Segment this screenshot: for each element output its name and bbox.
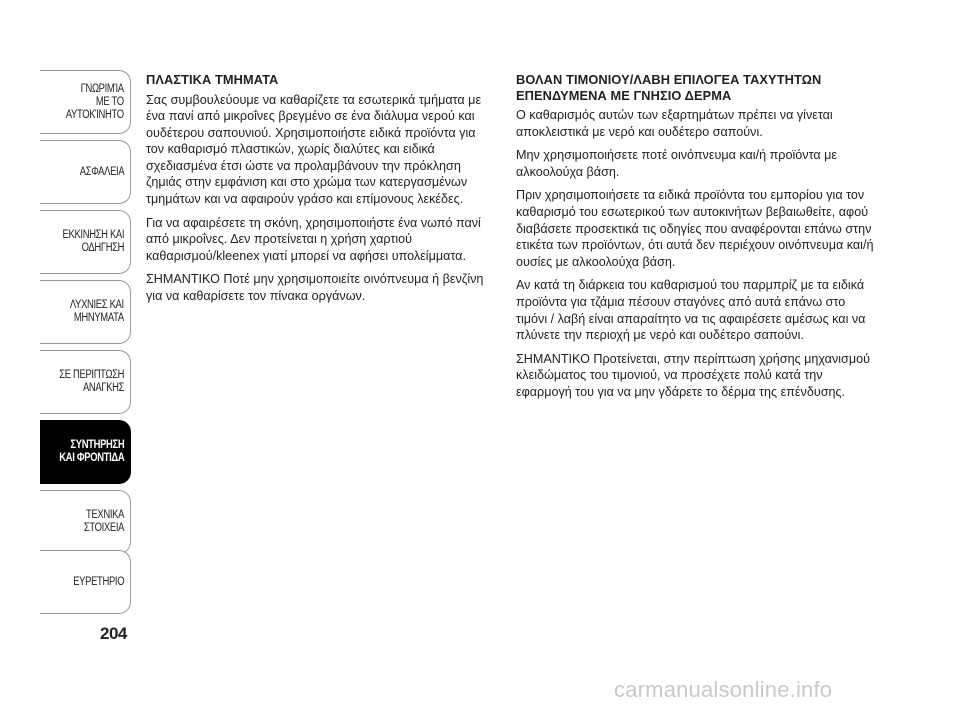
paragraph: Για να αφαιρέσετε τη σκόνη, χρησιμοποιήστε ένα νωπό πανί από μικροΐνες. Δεν προτείνεται η χρήση χαρτιού καθαρισμού/kleenex γιατί μπορεί να αφήσει υπολείμματα. — [146, 215, 481, 263]
tab-label: ΣΕ ΠΕΡΙΠΤΩΣΗ ΑΝΑΓΚΗΣ — [59, 369, 124, 394]
page-number: 204 — [100, 624, 127, 643]
tab-label: ΕΥΡΕΤΗΡΙΟ — [72, 575, 124, 588]
tab-label: ΣΥΝΤΗΡΗΣΗ ΚΑΙ ΦΡΟΝΤΙΔΑ — [58, 439, 124, 464]
tab-emergency[interactable] — [40, 350, 131, 414]
watermark: carmanualsonline.info — [614, 677, 833, 702]
tab-label: ΛΥΧΝΙΕΣ ΚΑΙ ΜΗΝΥΜΑΤΑ — [70, 299, 124, 324]
section-heading: ΒΟΛΑΝ ΤΙΜΟΝΙΟΥ/ΛΑΒΗ ΕΠΙΛΟΓΕΑ ΤΑΧΥΤΗΤΩΝ ΕΠΕΝΔΥΜΕΝΑ ΜΕ ΓΝΗΣΙΟ ΔΕΡΜΑ — [516, 72, 822, 103]
tab-technical-data[interactable] — [40, 490, 131, 554]
tab-safety[interactable] — [40, 140, 131, 204]
tab-warning-lights[interactable] — [40, 280, 131, 344]
paragraph: Μην χρησιμοποιήσετε ποτέ οινόπνευμα και/ή προϊόντα με αλκοολούχα βάση. — [516, 148, 838, 179]
plastic-parts-section — [146, 72, 496, 312]
tab-label: ΕΚΚΙΝΗΣΗ ΚΑΙ ΟΔΗΓΗΣΗ — [62, 229, 124, 254]
section-heading: ΠΛΑΣΤΙΚΑ ΤΜΗΜΑΤΑ — [146, 72, 279, 87]
paragraph: Αν κατά τη διάρκεια του καθαρισμού του παρμπρίζ με τα ειδικά προϊόντα για τζάμια πέσουν σταγόνες από αυτά επάνω στο τιμόνι / λαβή είναι απαραίτητο να τις αφαιρέσετε αμέσως και να πλύνετε την περιοχή με νερό και ουδέτερο σαπούνι. — [516, 278, 866, 343]
tab-getting-to-know[interactable] — [40, 70, 131, 134]
paragraph: Σας συμβουλεύουμε να καθαρίζετε τα εσωτερικά τμήματα με ένα πανί από μικροΐνες βρεγμένο σε ένα διάλυμα νερού και ουδέτερου σαπουνιού. Χρησιμοποιήστε ειδικά προϊόντα για τον καθαρισμό πλαστικών, χωρίς διαλύτες και ειδικά σχεδιασμένα έτσι ώστε να προλαμβάνουν την πρόκληση ζημιάς στην εμφάνιση και στο χρώμα των κατεργασμένων τμημάτων και να αφαιρούν γράσο και επίμονους λεκέδες. — [146, 92, 482, 207]
paragraph: ΣΗΜΑΝΤΙΚΟ Προτείνεται, στην περίπτωση χρήσης μηχανισμού κλειδώματος του τιμονιού, να προσέχετε πολύ κατά την εφαρμογή του για να μην γδάρετε το δέρμα της επένδυσης. — [516, 351, 870, 399]
paragraph: ΣΗΜΑΝΤΙΚΟ Ποτέ μην χρησιμοποιείτε οινόπνευμα ή βενζίνη για να καθαρίσετε τον πίνακα οργάνων. — [146, 272, 484, 304]
tab-index[interactable] — [40, 550, 131, 614]
paragraph: Πριν χρησιμοποιήσετε τα ειδικά προϊόντα του εμπορίου για τον καθαρισμό του εσωτερικού των αυτοκινήτων βεβαιωθείτε, αφού διαβάσετε προσεκτικά τις οδηγίες που αναφέρονται επάνω στην ετικέτα των προϊόντων, ότι αυτά δεν περιέχουν οινόπνευμα και/ή ουσίες με αλκοολούχα βάση. — [516, 188, 874, 269]
leather-steering-wheel-section — [516, 72, 874, 408]
tab-label: ΤΕΧΝΙΚΑ ΣΤΟΙΧΕΙΑ — [83, 509, 124, 534]
tab-label: ΓΝΩΡΙΜΊΑ ΜΕ ΤΟ ΑΥΤΟΚΊΝΗΤΟ — [66, 82, 124, 121]
tab-label: ΑΣΦΑΛΕΙΑ — [79, 165, 124, 178]
tab-maintenance-care[interactable] — [40, 420, 131, 484]
paragraph: Ο καθαρισμός αυτών των εξαρτημάτων πρέπει να γίνεται αποκλειστικά με νερό και ουδέτερο σαπούνι. — [516, 108, 833, 139]
tab-starting-driving[interactable] — [40, 210, 131, 274]
